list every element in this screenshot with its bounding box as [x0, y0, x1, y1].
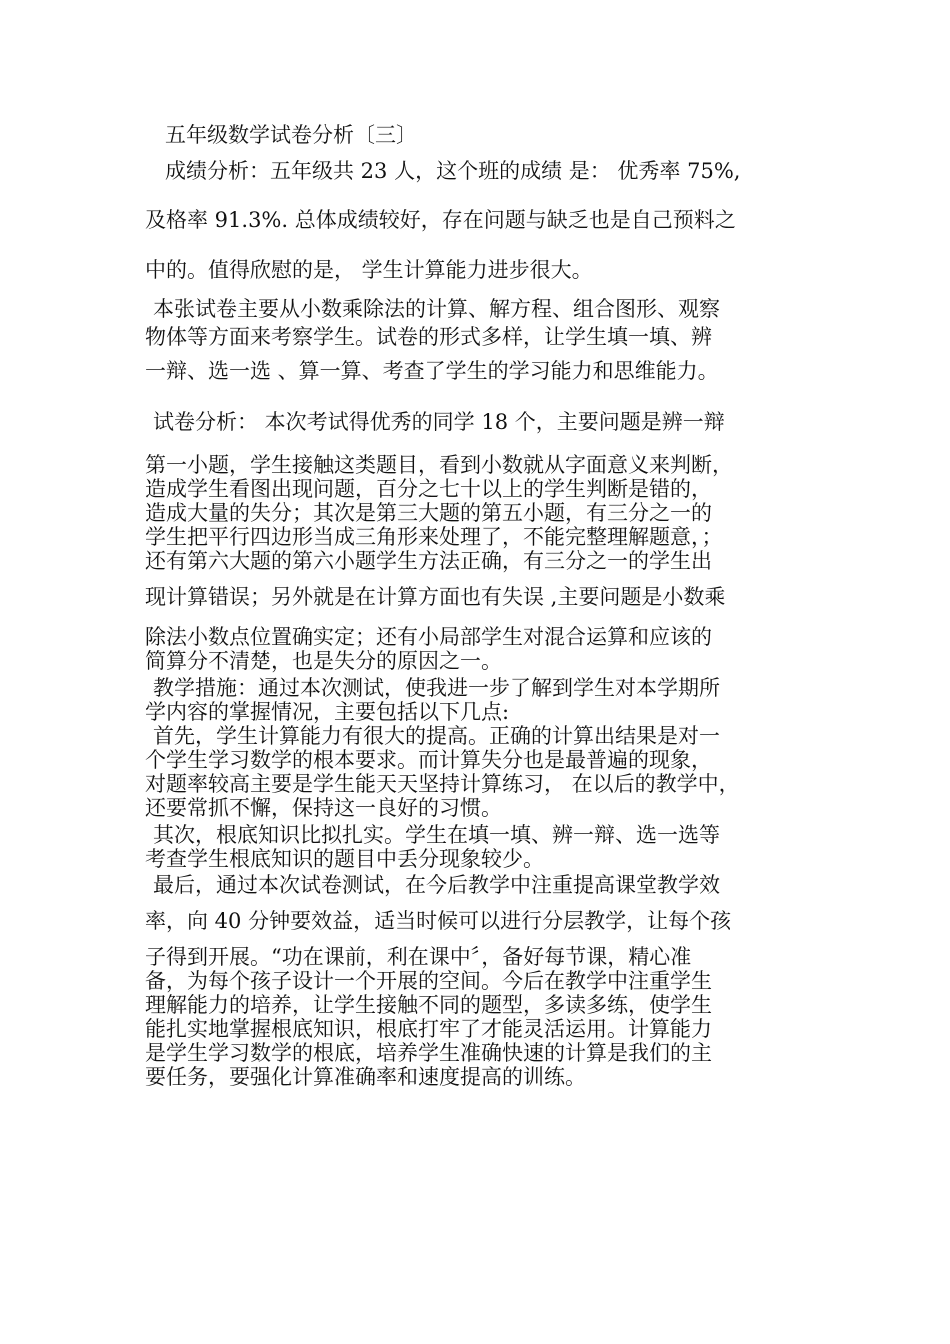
- text-line: 一辩、选一选 、算一算、考查了学生的学习能力和思维能力。: [145, 359, 719, 383]
- text-line: 最后，通过本次试卷测试，在今后教学中注重提高课堂教学效: [153, 873, 720, 897]
- text-line: 率，向 40 分钟要效益，适当时候可以进行分层教学，让每个孩: [145, 909, 732, 933]
- text-line: 还要常抓不懈，保持这一良好的习惯。: [145, 796, 502, 820]
- text-line: 学内容的掌握情况，主要包括以下几点:: [145, 700, 510, 724]
- text-line: 考查学生根底知识的题目中丢分现象较少。: [145, 847, 544, 871]
- text-line: 其次，根底知识比拟扎实。学生在填一填、辨一辩、选一选等: [153, 823, 720, 847]
- text-line: 成绩分析：五年级共 23 人，这个班的成绩 是： 优秀率 75%,: [165, 159, 741, 183]
- text-line: 造成学生看图出现问题，百分之七十以上的学生判断是错的，: [145, 477, 712, 501]
- text-line: 物体等方面来考察学生。试卷的形式多样，让学生填一填、辨: [145, 325, 712, 349]
- text-line: 除法小数点位置确实定；还有小局部学生对混合运算和应该的: [145, 625, 712, 649]
- text-line: 造成大量的失分；其次是第三大题的第五小题，有三分之一的: [145, 501, 712, 525]
- text-line: 对题率较高主要是学生能天天坚持计算练习， 在以后的教学中，: [145, 772, 740, 796]
- text-line: 要任务，要强化计算准确率和速度提高的训练。: [145, 1065, 586, 1089]
- text-line: 第一小题，学生接触这类题目，看到小数就从字面意义来判断，: [145, 453, 733, 477]
- text-line: 还有第六大题的第六小题学生方法正确，有三分之一的学生出: [145, 549, 712, 573]
- text-line: 个学生学习数学的根本要求。而计算失分也是最普遍的现象，: [145, 748, 712, 772]
- text-line: 子得到开展。“功在课前，利在课中〞，备好每节课，精心准: [145, 945, 692, 969]
- text-line: 中的。值得欣慰的是， 学生计算能力进步很大。: [145, 258, 593, 282]
- document-title: 五年级数学试卷分析〔三〕: [165, 123, 417, 147]
- text-line: 现计算错误；另外就是在计算方面也有失误 ,主要问题是小数乘: [145, 585, 726, 609]
- text-line: 及格率 91.3%. 总体成绩较好，存在问题与缺乏也是自己预料之: [145, 208, 736, 232]
- text-line: 能扎实地掌握根底知识，根底打牢了才能灵活运用。计算能力: [145, 1017, 712, 1041]
- text-line: 教学措施：通过本次测试，使我进一步了解到学生对本学期所: [153, 676, 720, 700]
- text-line: 试卷分析： 本次考试得优秀的同学 18 个，主要问题是辨一辩: [153, 410, 725, 434]
- text-line: 是学生学习数学的根底，培养学生准确快速的计算是我们的主: [145, 1041, 712, 1065]
- text-line: 理解能力的培养，让学生接触不同的题型，多读多练，使学生: [145, 993, 712, 1017]
- text-line: 首先，学生计算能力有很大的提高。正确的计算出结果是对一: [153, 724, 720, 748]
- text-line: 备，为每个孩子设计一个开展的空间。今后在教学中注重学生: [145, 969, 712, 993]
- text-line: 简算分不清楚，也是失分的原因之一。: [145, 649, 502, 673]
- text-line: 学生把平行四边形当成三角形来处理了，不能完整理解题意，；: [145, 525, 723, 549]
- text-line: 本张试卷主要从小数乘除法的计算、解方程、组合图形、观察: [153, 297, 720, 321]
